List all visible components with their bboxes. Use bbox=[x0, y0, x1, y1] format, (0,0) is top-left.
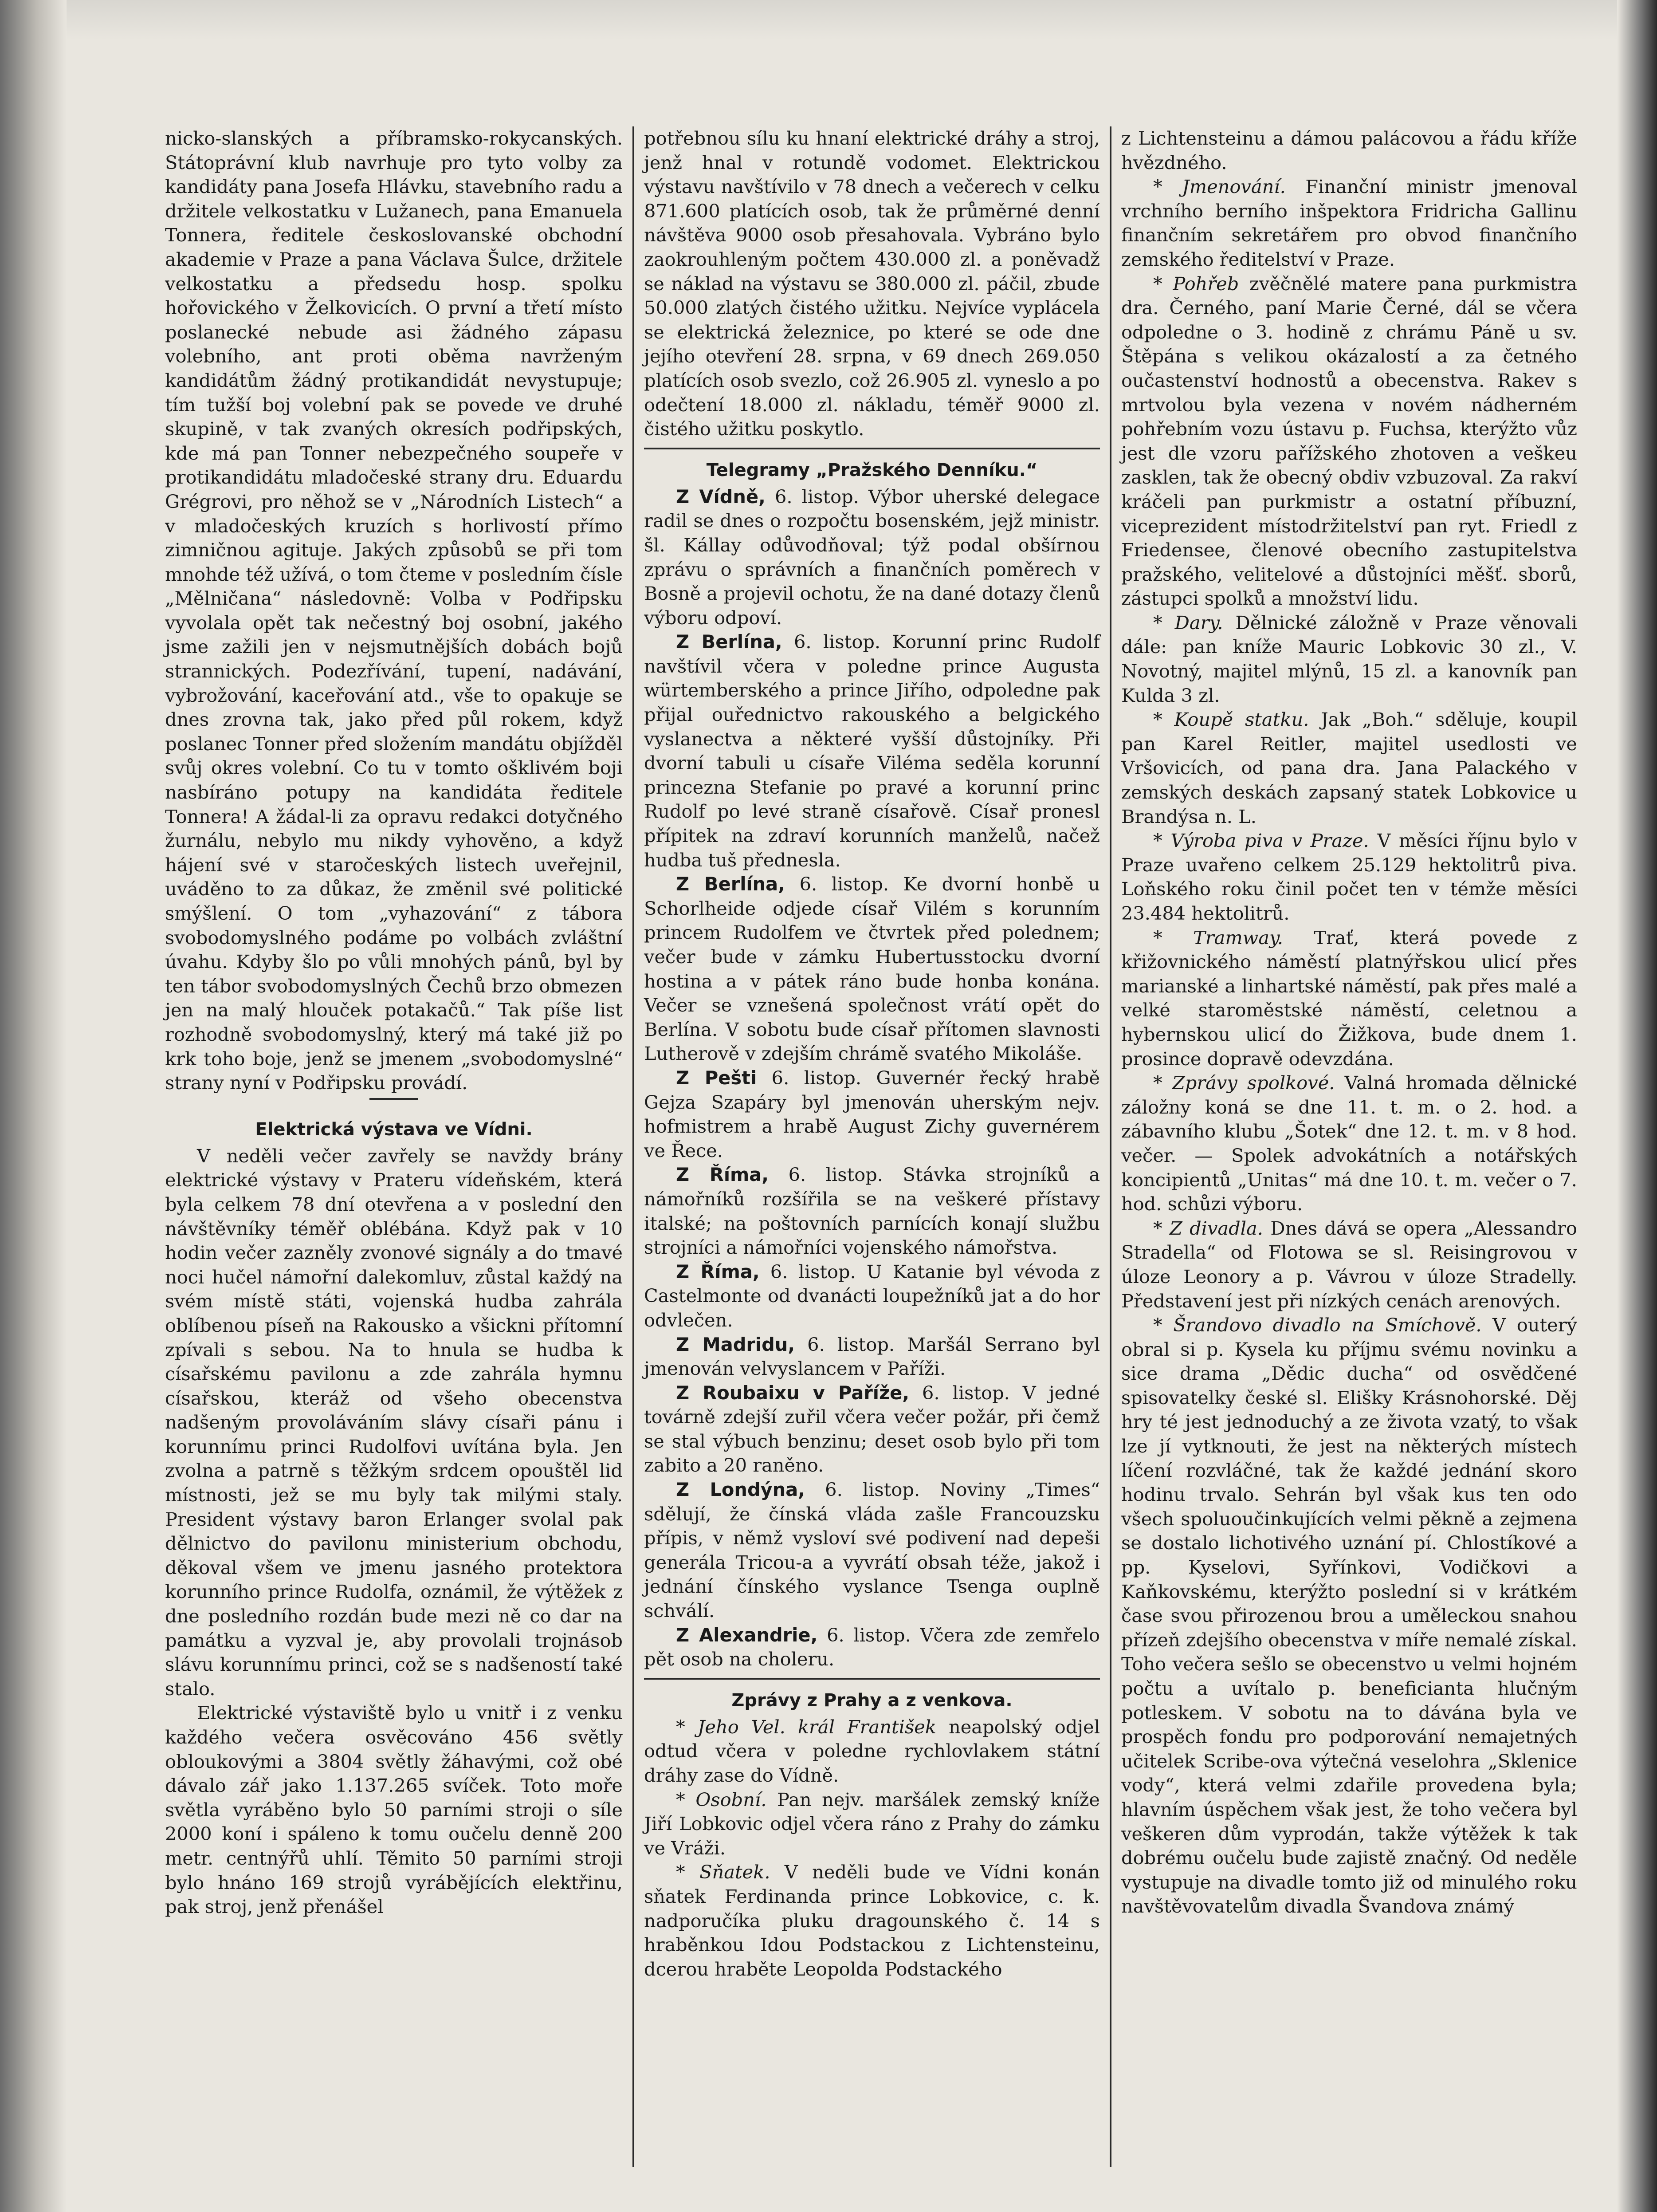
page-edge-right bbox=[1617, 0, 1657, 2212]
news-text: V outerý obral si p. Kysela ku příjmu svému novinku a sice drama „Dědic ducha“ od osvědčené spisovatelky české sl. Elišky Krásnohorské. Děj hry té jest jednoduchý a ze života vzatý, to však lze jí vytknouti, že jest na některých místech líčení rozvláčné, tak že každé jednání skoro hodinu trvalo. Sehrán byl však kus ten odo všech spoluoučinkujících velmi pěkně a zejmena se dostalo lichotivého uznání pí. Chlostíkové a pp. Kyselovi, Syřínkovi, Vodičkovi a Kaňkovskému, kterýžto poslední si v krátkém čase svou přirozenou brou a uměleckou snahou přízeň zdejšího obecenstva v míře nemalé získal. Toho večera sešlo se obecenstvo u velmi hojném počtu a uvítalo p. beneficianta hlučným potleskem. V sobotu na to dávána byla ve prospěch fondu pro podporování nemajetných učitelek Scribe-ova výtečná veselohra „Sklenice vody“, která velmi zdařile provedena byla; hlavním úspěchem však jest, že toho večera byl veškeren dům vyprodán, takže výtěžek k tak dobrému oučelu bude zajistě značný. Od neděle vystupuje na divadle tomto již od minulého roku navštěvovatelům divadla Švandova známý bbox=[1121, 1314, 1577, 1917]
news-zpravy-spolkove bbox=[1121, 1071, 1577, 1216]
news-lead: * Zprávy spolkové. bbox=[1153, 1072, 1335, 1094]
telegram-city: Z Říma, bbox=[676, 1164, 769, 1186]
news-vyroba-piva bbox=[1121, 829, 1577, 925]
news-snatek-continued: z Lichtensteinu a dámou palácovou a řádu kříže hvězdného. bbox=[1121, 127, 1577, 173]
heading-zpravy: Zprávy z Prahy a z venkova. bbox=[731, 1690, 1013, 1711]
news-text: V měsíci říjnu bylo v Praze uvařeno celkem 25.129 hektolitrů piva. Loňského roku činil počet ten v témže měsíci 23.484 hektolitrů. bbox=[1121, 830, 1577, 924]
newspaper-columns bbox=[155, 126, 1588, 2167]
telegram-madrid bbox=[644, 1333, 1100, 1381]
news-text: V neděli bude ve Vídni konán sňatek Ferdinanda prince Lobkovice, c. k. nadporučíka pluku dragounského č. 14 s hraběnkou Idou Podstackou z Lichtensteinu, dcerou hraběte Leopolda Podstackého bbox=[644, 1861, 1100, 1980]
telegram-text: 6. listop. Guvernér řecký hrabě Gejza Szapáry byl jmenován uherským nejv. hofmistrem a hrabě August Zichy guvernérem ve Řece. bbox=[644, 1067, 1100, 1161]
news-tramway bbox=[1121, 926, 1577, 1071]
news-text: Pan nejv. maršálek zemský kníže Jiří Lobkovic odjel včera ráno z Prahy do zámku ve Vráži. bbox=[644, 1788, 1100, 1859]
telegram-berlin-2 bbox=[644, 872, 1100, 1066]
page-shadow-top bbox=[0, 0, 1657, 40]
news-lead: * Výroba piva v Praze. bbox=[1153, 830, 1369, 852]
news-koupe-statku bbox=[1121, 708, 1577, 829]
telegram-roubaix bbox=[644, 1381, 1100, 1478]
news-osobni bbox=[644, 1788, 1100, 1861]
news-lead: * Koupě statku. bbox=[1153, 708, 1309, 731]
telegram-city: Z Pešti bbox=[676, 1067, 757, 1089]
telegram-city: Z Alexandrie, bbox=[676, 1624, 818, 1646]
column-3 bbox=[1110, 126, 1587, 2167]
news-z-divadla bbox=[1121, 1216, 1577, 1313]
column-1 bbox=[155, 126, 632, 2167]
heading-telegramy: Telegramy „Pražského Denníku.“ bbox=[706, 460, 1038, 480]
news-text: Dělnické záložně v Praze věnovali dále: pan kníže Mauric Lobkovic 30 zl., V. Novotný, majitel mlýnů, 15 zl. a kanovník pan Kulda 3 zl. bbox=[1121, 611, 1577, 706]
news-srandovo-divadlo bbox=[1121, 1313, 1577, 1919]
news-lead: * Jeho Vel. král František bbox=[676, 1716, 936, 1738]
telegram-text: 6. listop. Včera zde zemřelo pět osob na choleru. bbox=[644, 1624, 1100, 1670]
telegram-city: Z Berlína, bbox=[676, 631, 782, 653]
telegram-rome-2 bbox=[644, 1260, 1100, 1333]
telegram-text: 6. listop. Maršál Serrano byl jmenován velvyslancem v Paříži. bbox=[644, 1333, 1100, 1380]
article-vystava-continued: potřebnou sílu ku hnaní elektrické dráhy a stroj, jenž hnal v rotundě vodomet. Elektrickou výstavu navštívilo v 78 dnech a večerech v celku 871.600 platících osob, tak že průměrné denní návštěva 9000 osob přesahovala. Vybráno bylo zaokrouhleným počtem 430.000 zl. a poněvadž se náklad na výstavu se 380.000 zl. páčil, zbude 50.000 zlatých čistého užitku. Nejvíce vyplácela se elektrická železnice, po které se ode dne jejího otevření 28. srpna, v 69 dnech 269.050 platících osob svezlo, což 26.905 zl. vyneslo a po odečtení 18.000 zl. nákladu, téměř 9000 zl. čistého užitku poskytlo. bbox=[644, 127, 1100, 440]
news-lead: * Dary. bbox=[1153, 611, 1223, 634]
telegram-alexandria bbox=[644, 1623, 1100, 1672]
news-text: Valná hromada dělnické záložny koná se dne 11. t. m. o 2. hod. a zábavního klubu „Šotek“ dne 12. t. m. v 8 hod. večer. — Spolek advokátních a notářských koncipientů „Unitas“ má dne 10. t. m. večer o 7. hod. schůzi výboru. bbox=[1121, 1072, 1577, 1215]
telegram-text: 6. listop. Ke dvorní honbě u Schorlheide odjede císař Vilém s korunním princem Rudolfem ve čtvrtek před polednem; večer bude v zámku Hubertusstocku dvorní hostina a v pátek ráno bude honba konána. Večer se vznešená společnost vrátí opět do Berlína. V sobotu bude císař přítomen slavnosti Lutherově v zdejším chrámě svatého Mikoláše. bbox=[644, 873, 1100, 1065]
page-shadow-left bbox=[0, 0, 67, 2212]
telegram-berlin-1 bbox=[644, 630, 1100, 872]
news-lead: * Pohřeb bbox=[1153, 272, 1239, 295]
news-lead: * Tramway. bbox=[1153, 926, 1284, 949]
news-text: Trať, která povede z křižovnického náměstí platnýřskou ulicí přes marianské a linhartské náměstí, pak přes malé a velké staroměstské náměstí, celetnou a hybernskou ulicí do Žižkova, bude dnem 1. prosince dopravě odevzdána. bbox=[1121, 926, 1577, 1070]
news-lead: * Osobní. bbox=[676, 1788, 767, 1811]
telegram-text: 6. listop. Stávka strojníků a námořníků rozšířila se na veškeré přístavy italské; na poštovních parnících konají službu strojníci a námořníci vojenského námořstva. bbox=[644, 1164, 1100, 1259]
article-volby: nicko-slanských a příbramsko-rokycanských. Státoprávní klub navrhuje pro tyto volby za kandidáty pana Josefa Hlávku, stavebního radu a držitele velkostatku v Lužanech, pana Emanuela Tonnera, ředitele českoslovanské obchodní akademie v Praze a pana Václava Šulce, držitele velkostatku a předsedu hosp. spolku hořovického v Želkovicích. O první a třetí místo poslanecké nebude asi žádného zápasu volebního, ant proti oběma navrženým kandidátům žádný protikandidát nevystupuje; tím tužší boj volební pak se povede ve druhé skupině, v tak zvaných okresích podřipských, kde má pan Tonner nebezpečného soupeře v protikandidátu mladočeské strany dru. Eduardu Grégrovi, pro něhož se v „Národních Listech“ a v mladočeských kruzích s horlivostí přímo zimničnou agituje. Jakých způsobů se při tom mnohde též užívá, o tom čteme v posledním čísle „Mělničana“ následovně: Volba v Podřipsku vyvolala opět tak nečestný boj osobní, jakého jsme zažili jen v nejsmutnějších dobách bojů strannických. Podezřívání, tupení, nadávání, vybrožování, kaceřování atd., vše to opakuje se dnes zrovna tak, jako před půl rokem, když poslanec Tonner před složením mandátu objížděl svůj okres volební. Co tu v tomto ošklivém boji nasbíráno potupy na kandidáta ředitele Tonnera! A žádal-li za opravu redakci dotyčného žurnálu, nebylo mu nikdy vyhověno, a když hájení své v staročeských listech uveřejnil, uváděno to za důkaz, že změnil své politické smýšlení. O tom „vyhazování“ z tábora svobodomyslného podáme po volbách zvláštní úvahu. Kdyby šlo po vůli mnohých pánů, byl by ten tábor svobodomyslných Čechů brzo obmezen jen na malý hlouček potakačů.“ Tak píše list rozhodně svobodomyslný, který má také již po krk toho boje, jenž se jmenem „svobodomyslné“ strany nyní v Podřipsku provádí. bbox=[165, 127, 623, 1094]
news-dary bbox=[1121, 611, 1577, 708]
telegram-city: Z Berlína, bbox=[676, 873, 785, 895]
telegram-city: Z Vídně, bbox=[676, 485, 766, 508]
heading-elektricka-vystava: Elektrická výstava ve Vídni. bbox=[255, 1119, 533, 1140]
news-text: Finanční ministr jmenoval vrchního berního inšpektora Fridricha Gallinu finančním sekretářem pro obvod finančního zemského ředitelství v Praze. bbox=[1121, 176, 1577, 270]
news-lead: * Z divadla. bbox=[1153, 1217, 1263, 1239]
telegram-vienna bbox=[644, 485, 1100, 630]
news-lead: * Jmenování. bbox=[1153, 176, 1286, 198]
news-text: zvěčnělé matere pana purkmistra dra. Černého, paní Marie Černé, dál se včera odpoledne o 3. hodině z chrámu Páně u sv. Štěpána s velikou okázalostí a za četného oučastenství hodnostů a obecenstva. Rakev s mrtvolou byla vezena v novém nádherném pohřebním vozu ústavu p. Fuchsa, kterýžto vůz jest dle vzoru pařížského zhotoven a veškeu zasklen, tak že obecný obdiv vzbuzoval. Za rakví kráčeli pan purkmistr a ostatní příbuzní, viceprezident místodržitelství pan ryt. Friedl z Friedensee, členové obecního zastupitelstva pražského, velitelové a důstojníci měšť. sborů, zástupci spolků a množství lidu. bbox=[1121, 272, 1577, 610]
column-2 bbox=[632, 126, 1110, 2167]
telegram-city: Z Roubaixu v Paříže, bbox=[676, 1382, 910, 1404]
telegram-text: 6. listop. Výbor uherské delegace radil se dnes o rozpočtu bosenském, jejž ministr. šl. Kállay odůvodňoval; týž podal obšírnou zprávu o správních a finančních poměrech v Bosně a projevil ochotu, že na dané dotazy členů výboru odpoví. bbox=[644, 485, 1100, 629]
news-pohreb bbox=[1121, 272, 1577, 611]
news-text: neapolský odjel odtud včera v poledne rychlovlakem státní dráhy zase do Vídně. bbox=[644, 1716, 1100, 1786]
short-divider bbox=[369, 1098, 418, 1100]
telegram-rome-1 bbox=[644, 1163, 1100, 1260]
news-lead: * Sňatek. bbox=[676, 1861, 770, 1883]
section-divider bbox=[644, 1678, 1100, 1680]
news-kral bbox=[644, 1715, 1100, 1788]
article-vystava-p2: Elektrické výstaviště bylo u vnitř i z venku každého večera osvěcováno 456 světly obloukovými a 3804 světly žáhavými, což obé dávalo zář jako 1.137.265 svíček. Toto moře světla vyráběno bylo 50 parními stroji o síle 2000 koní i spáleno k tomu oučelu denně 200 metr. centnýřů uhlí. Těmito 50 parními stroji bylo hnáno 169 strojů vyrábějících elektřinu, pak stroj, jenž přenášel bbox=[165, 1702, 623, 1918]
news-jmenovani bbox=[1121, 175, 1577, 272]
news-snatek bbox=[644, 1860, 1100, 1981]
section-divider bbox=[644, 448, 1100, 449]
news-text: Dnes dává se opera „Alessandro Stradella“ od Flotowa se sl. Reisingrovou v úloze Leonory a p. Vávrou v úloze Stradelly. Představení jest při nízkých cenách arenových. bbox=[1121, 1217, 1577, 1312]
news-text: Jak „Boh.“ sděluje, koupil pan Karel Reitler, majitel usedlosti ve Vršovicích, od pana dra. Jana Palackého v zemských deskách zapsaný statek Lobkovice u Brandýsa n. L. bbox=[1121, 708, 1577, 827]
telegram-text: 6. listop. Noviny „Times“ sdělují, že čínská vláda zašle Francouzsku přípis, v němž vysloví své podivení nad depeši generála Tricou-a a vyvrátí obsah téže, jakož i jednání čínského vyslance Tsenga ouplně schválí. bbox=[644, 1479, 1100, 1622]
news-lead: * Šrandovo divadlo na Smíchově. bbox=[1153, 1314, 1482, 1336]
article-vystava-p1: V neděli večer zavřely se navždy brány elektrické výstavy v Prateru vídeňském, která byla celkem 78 dní otevřena a v poslední den návštěvníky téměř oblébána. Když pak v 10 hodin večer zazněly zvonové signály a do tmavé noci hučel námořní dalekomluv, zůstal každý na svém místě státi, vojenská hudba zahrála oblíbenou píseň na Rakousko a všickni přítomní zpívali s sebou. Na to hnula se hudba k císařskému pavilonu a zde zahrála hymnu císařskou, kteráž od všeho obecenstva nadšeným provoláváním slávy císaři pánu i korunnímu princi Rudolfovi uvítána byla. Jen zvolna a patrně s těžkým srdcem opouštěl lid místnosti, jež se mu byly tak milými staly. President výstavy baron Erlanger svolal pak dělnictvo do pavilonu ministerium obchodu, děkoval všem ve jmenu jasného protektora korunního prince Rudolfa, oznámil, že výtěžek z dne posledního rozdán bude mezi ně co dar na památku a vyzval je, aby provolali trojnásob slávu korunnímu princi, což se s nadšeností také stalo. bbox=[165, 1145, 623, 1700]
telegram-city: Z Londýna, bbox=[676, 1479, 805, 1501]
telegram-text: 6. listop. V jedné továrně zdejší zuřil včera večer požár, při čemž se stal výbuch benzinu; deset osob bylo při tom zabito a 20 raněno. bbox=[644, 1382, 1100, 1476]
telegram-city: Z Říma, bbox=[676, 1260, 760, 1283]
telegram-text: 6. listop. U Katanie byl vévoda z Castelmonte od dvanácti loupežníků jat a do hor odvlečen. bbox=[644, 1260, 1100, 1331]
telegram-text: 6. listop. Korunní princ Rudolf navštívil včera v poledne prince Augusta würtemberského a prince Jiřího, odpoledne pak přijal ouřednictvo rakouského a belgického vyslanectva a některé vyšší důstojníky. Při dvorní tabuli u císaře Viléma seděla korunní princezna Stefanie po pravé a korunní princ Rudolf po levé straně císařově. Císař pronesl přípitek na zdraví korunních manželů, načež hudba tuš přednesla. bbox=[644, 631, 1100, 871]
telegram-london bbox=[644, 1478, 1100, 1623]
telegram-city: Z Madridu, bbox=[676, 1333, 795, 1355]
telegram-pest bbox=[644, 1066, 1100, 1163]
